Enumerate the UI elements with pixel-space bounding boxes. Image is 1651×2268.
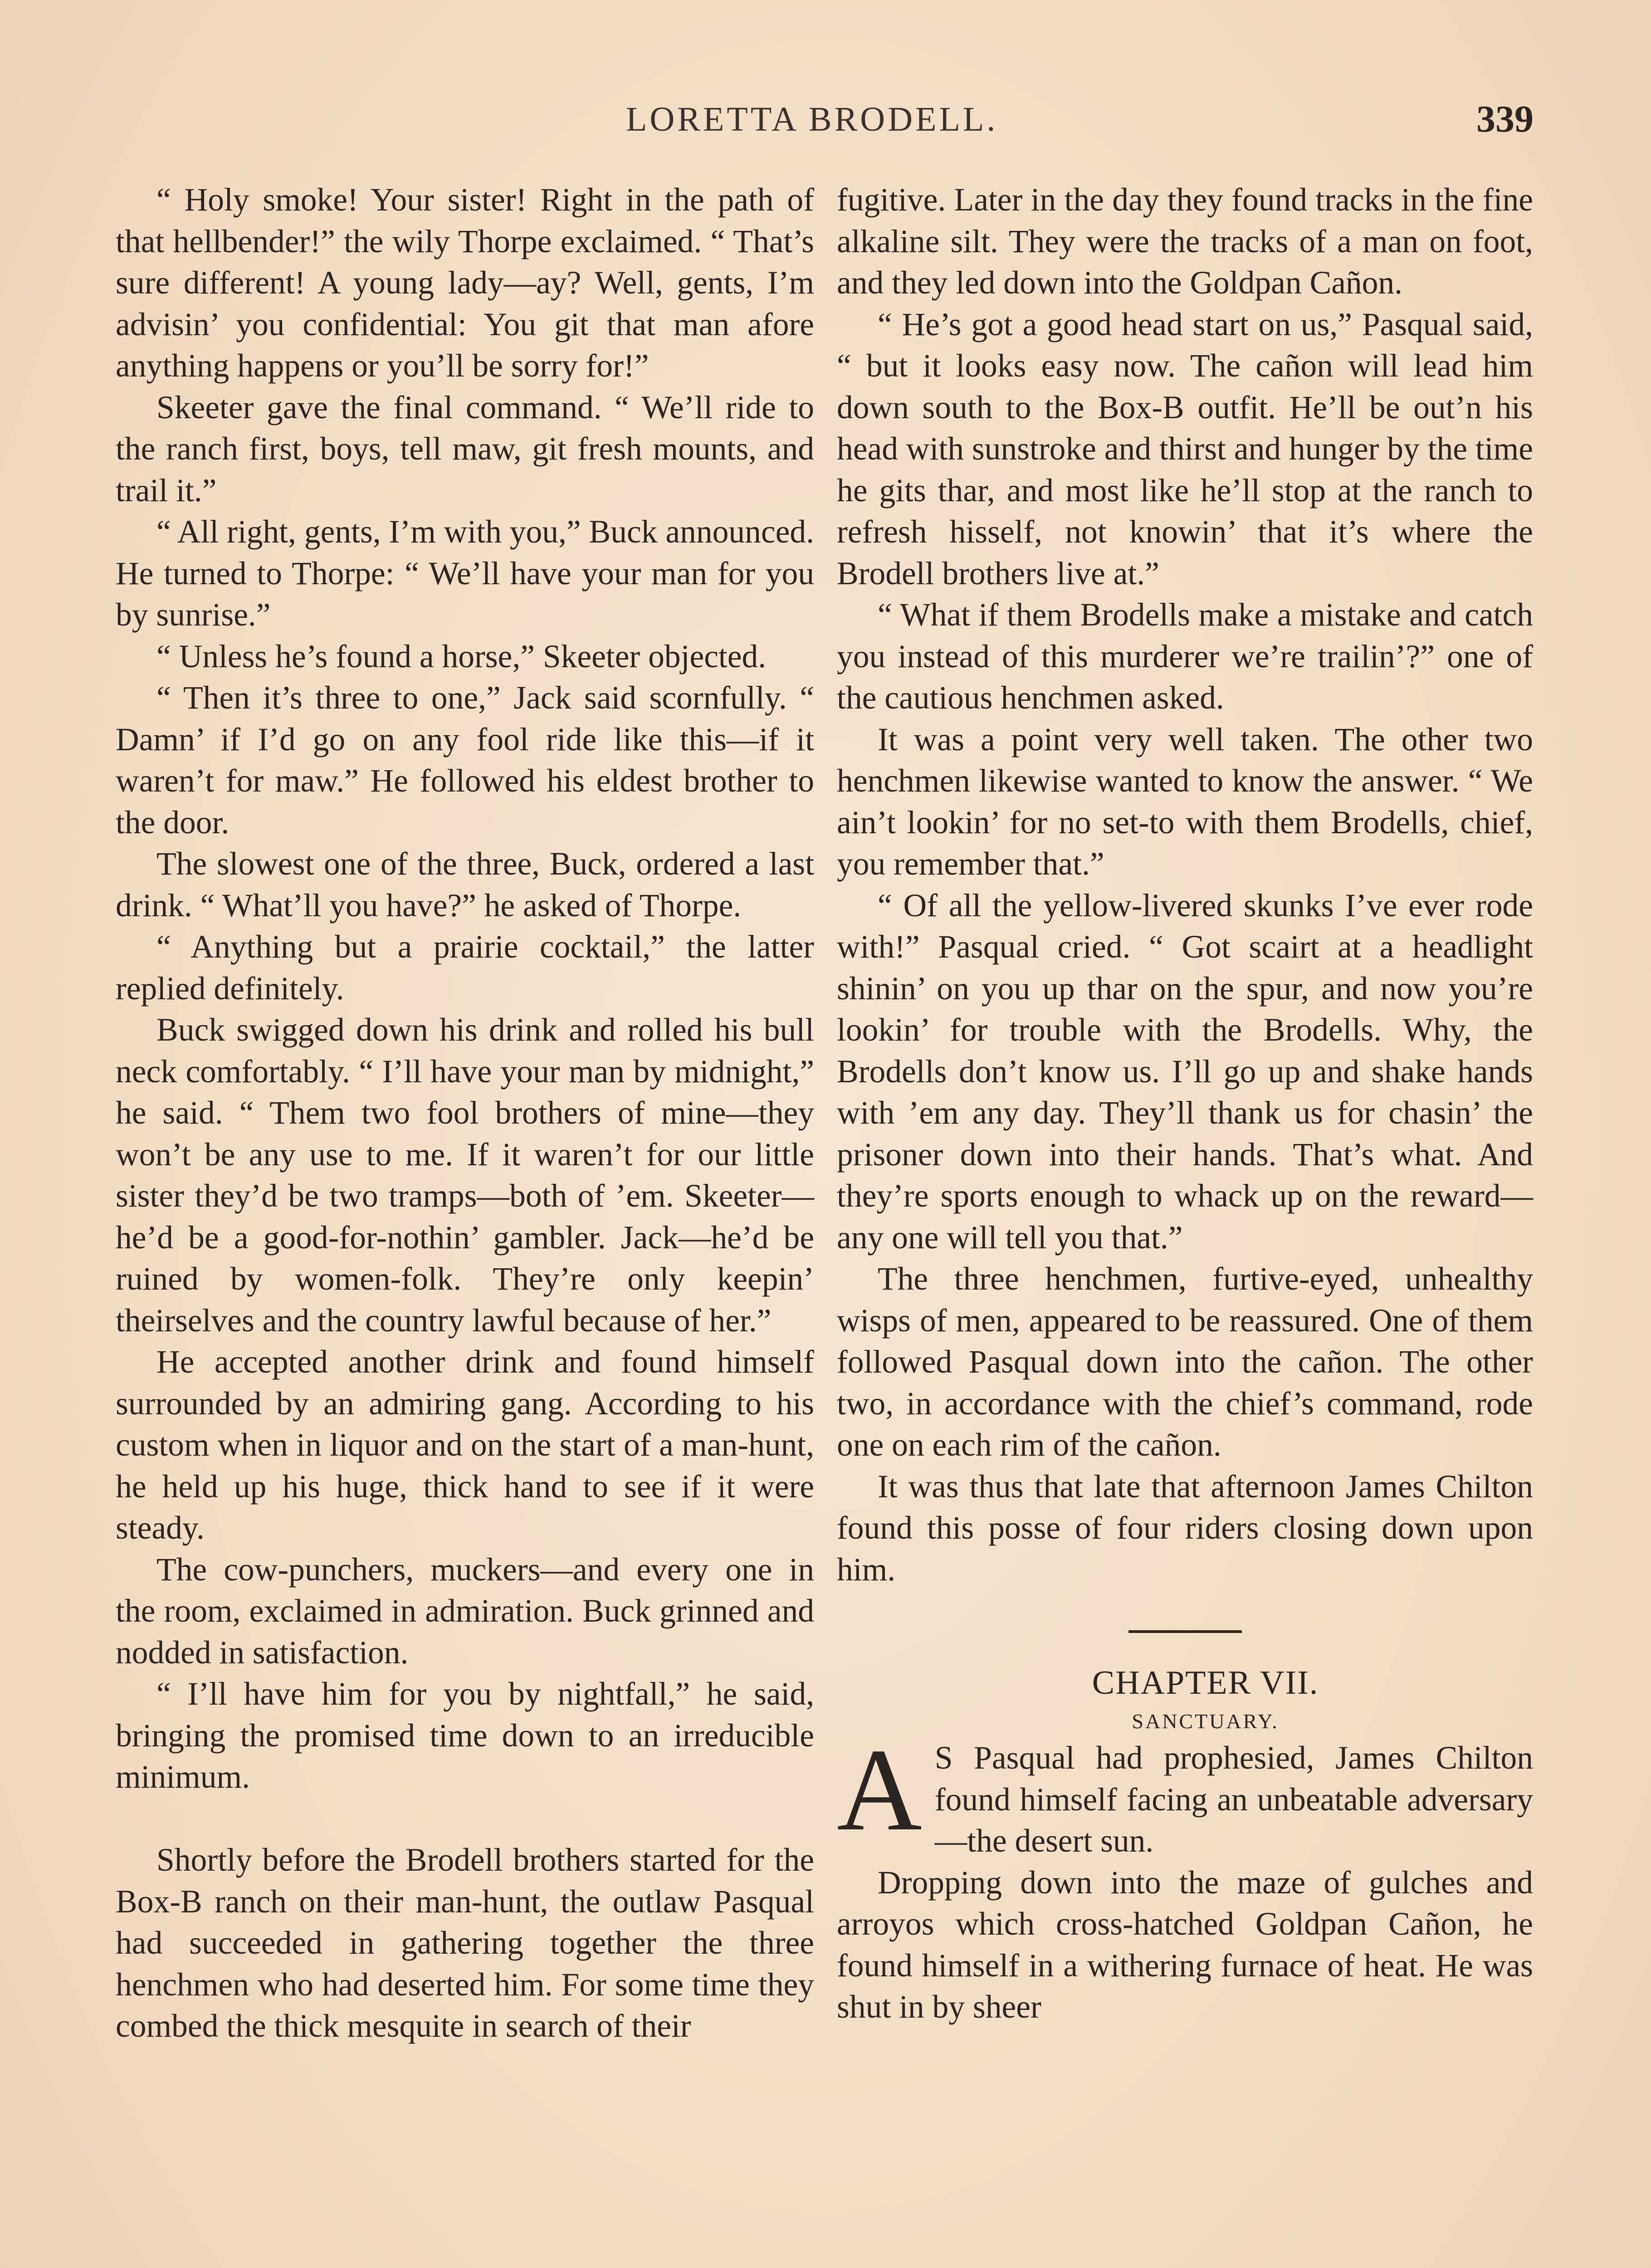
paragraph: fugitive. Later in the day they found tracks in the fine alkaline silt. They were the tracks of a man on foot, and they led down into the Goldpan Cañon. (837, 182, 1533, 301)
paragraph: The slowest one of the three, Buck, ordered a last drink. “ What’ll you have?” he asked of Thorpe. (116, 846, 814, 924)
paragraph: It was thus that late that afternoon James Chilton found this posse of four riders closing down upon him. (837, 1468, 1533, 1588)
paragraph: “ Of all the yellow-livered skunks I’ve ever rode with!” Pasqual cried. “ Got scairt at a headlight shinin’ on you up thar on the spur, and now you’re lookin’ for trouble with the Brodells. Why, the Brodells don’t know us. I’ll go up and shake hands with ’em any day. They’ll thank us for chasin’ the prisoner down into their hands. That’s what. And they’re sports enough to whack up on the reward—any one will tell you that.” (837, 887, 1533, 1256)
paragraph: Dropping down into the maze of gulches and arroyos which cross-hatched Goldpan Cañon, he found himself in a withering furnace of heat. He was shut in by sheer (837, 1864, 1533, 2025)
paragraph: “ What if them Brodells make a mistake and catch you instead of this murderer we’re trailin’?” one of the cautious henchmen asked. (837, 597, 1533, 716)
chapter-opening-paragraph (837, 1725, 1533, 1862)
chapter-subtitle: SANCTUARY. (1132, 1710, 1279, 1733)
left-column (116, 179, 814, 2047)
paragraph: “ All right, gents, I’m with you,” Buck announced. He turned to Thorpe: “ We’ll have your man for you by sunrise.” (116, 514, 814, 633)
paragraph: The three henchmen, furtive-eyed, unhealthy wisps of men, appeared to be reassured. One of them followed Pasqual down into the cañon. The other two, in accordance with the chief’s command, rode one on each rim of the cañon. (837, 1261, 1533, 1463)
paragraph: It was a point very well taken. The other two henchmen likewise wanted to know the answer. “ We ain’t lookin’ for no set-to with them Brodells, chief, you remember that.” (837, 721, 1533, 882)
paragraph: The cow-punchers, muckers—and every one in the room, exclaimed in admiration. Buck grinned and nodded in satisfaction. (116, 1551, 814, 1671)
paragraph: Skeeter gave the final command. “ We’ll ride to the ranch first, boys, tell maw, git fresh mounts, and trail it.” (116, 389, 814, 508)
running-title: LORETTA BRODELL. (626, 100, 998, 138)
section-divider (1128, 1630, 1242, 1633)
running-header (0, 100, 1651, 150)
paragraph: Shortly before the Brodell brothers started for the Box-B ranch on their man-hunt, the outlaw Pasqual had succeeded in gathering together the three henchmen who had deserted him. For some time they combed the thick mesquite in search of their (116, 1842, 814, 2044)
paragraph: “ He’s got a good head start on us,” Pasqual said, “ but it looks easy now. The cañon will lead him down south to the Box-B outfit. He’ll be out’n his head with sunstroke and thirst and hunger by the time he gits thar, and most like he’ll stop at the ranch to refresh hisself, not knowin’ that it’s where the Brodell brothers live at.” (837, 306, 1533, 591)
paragraph: “ Unless he’s found a horse,” Skeeter objected. (156, 638, 767, 675)
paragraph: “ Then it’s three to one,” Jack said scornfully. “ Damn’ if I’d go on any fool ride like this—if it waren’t for maw.” He followed his eldest brother to the door. (116, 680, 814, 841)
right-column (837, 179, 1533, 2028)
chapter-opening-text: S Pasqual had prophesied, James Chilton found himself facing an unbeatable adversary—the desert sun. (934, 1740, 1533, 1859)
paragraph: “ Holy smoke! Your sister! Right in the path of that hellbender!” the wily Thorpe exclaimed. “ That’s sure different! A young lady—ay? Well, gents, I’m advisin’ you confidential: You git that man afore anything happens or you’ll be sorry for!” (116, 182, 814, 384)
drop-cap: A (837, 1725, 922, 1855)
chapter-title: CHAPTER VII. (1092, 1664, 1319, 1701)
page-number: 339 (1476, 98, 1534, 140)
paragraph: He accepted another drink and found himself surrounded by an admiring gang. According to his custom when in liquor and on the start of a man-hunt, he held up his huge, thick hand to see if it were steady. (116, 1344, 814, 1546)
paragraph: “ Anything but a prairie cocktail,” the latter replied definitely. (116, 929, 814, 1007)
paragraph: Buck swigged down his drink and rolled his bull neck comfortably. “ I’ll have your man by midnight,” he said. “ Them two fool brothers of mine—they won’t be any use to me. If it waren’t for our little sister they’d be two tramps—both of ’em. Skeeter—he’d be a good-for-nothin’ gambler. Jack—he’d be ruined by women-folk. They’re only keepin’ theirselves and the country lawful because of her.” (116, 1012, 814, 1339)
paragraph: “ I’ll have him for you by nightfall,” he said, bringing the promised time down to an irreducible minimum. (116, 1676, 814, 1795)
